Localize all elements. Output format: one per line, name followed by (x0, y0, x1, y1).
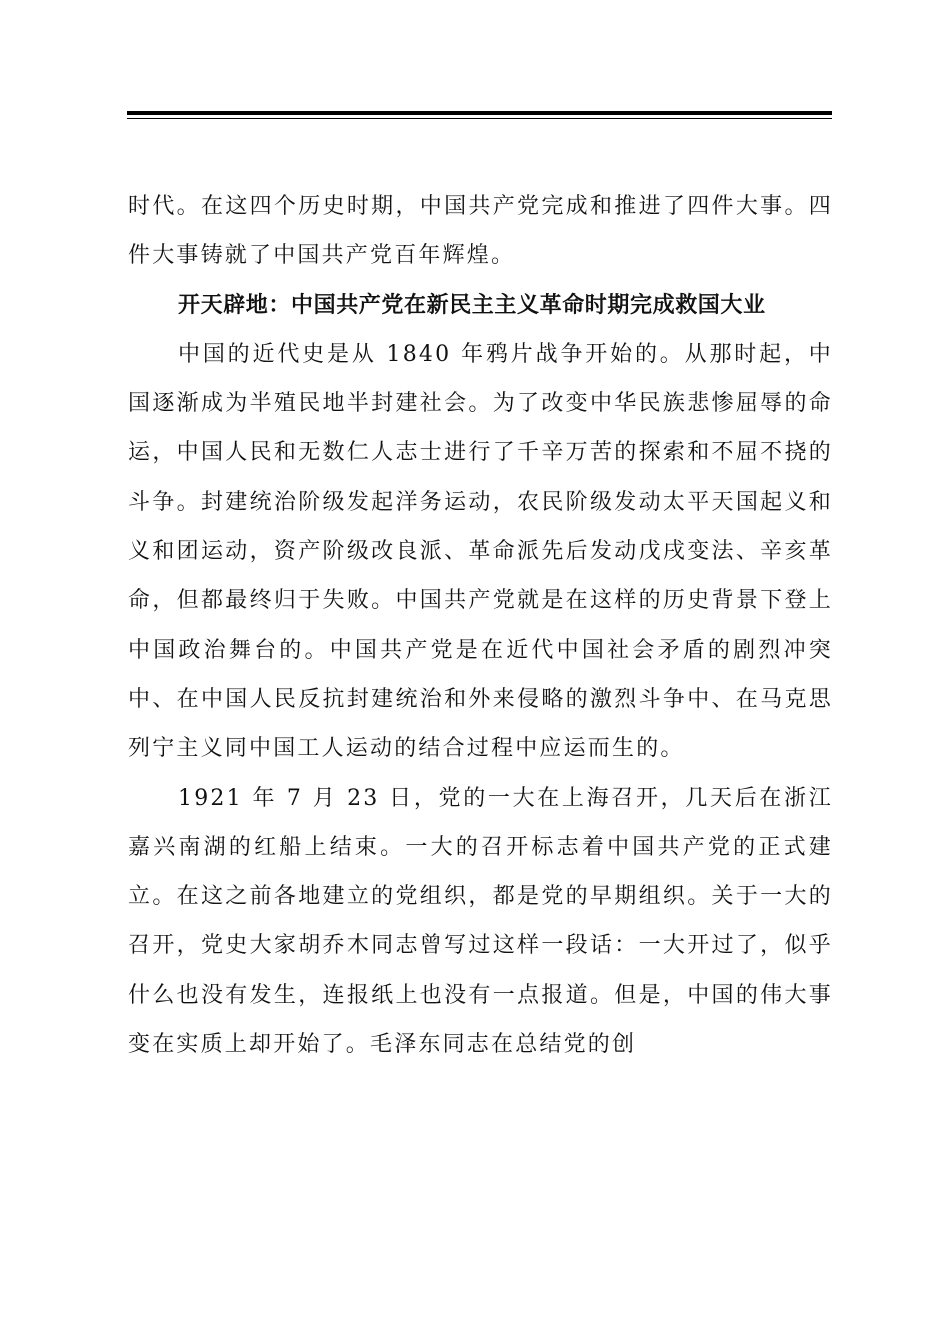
document-body (128, 182, 833, 1069)
section-heading: 开天辟地：中国共产党在新民主主义革命时期完成救国大业 (178, 292, 766, 318)
paragraph-first-congress: 1921 年 7 月 23 日，党的一大在上海召开，几天后在浙江嘉兴南湖的红船上结束。一大的召开标志着中国共产党的正式建立。在这之前各地建立的党组织，都是党的早期组织。关于一大的召开，党史大家胡乔木同志曾写过这样一段话：一大开过了，似乎什么也没有发生，连报纸上也没有一点报道。但是，中国的伟大事变在实质上却开始了。毛泽东同志在总结党的创 (128, 785, 833, 1058)
header-rule-thin (127, 118, 832, 119)
header-rule-thick (127, 111, 832, 115)
paragraph-modern-history: 中国的近代史是从 1840 年鸦片战争开始的。从那时起，中国逐渐成为半殖民地半封建社会。为了改变中华民族悲惨屈辱的命运，中国人民和无数仁人志士进行了千辛万苦的探索和不屈不挠的斗争。封建统治阶级发起洋务运动，农民阶级发动太平天国起义和义和团运动，资产阶级改良派、革命派先后发动戊戌变法、辛亥革命，但都最终归于失败。中国共产党就是在这样的历史背景下登上中国政治舞台的。中国共产党是在近代中国社会矛盾的剧烈冲突中、在中国人民反抗封建统治和外来侵略的激烈斗争中、在马克思列宁主义同中国工人运动的结合过程中应运而生的。 (128, 341, 833, 762)
paragraph-continuation: 时代。在这四个历史时期，中国共产党完成和推进了四件大事。四件大事铸就了中国共产党百年辉煌。 (128, 194, 833, 269)
